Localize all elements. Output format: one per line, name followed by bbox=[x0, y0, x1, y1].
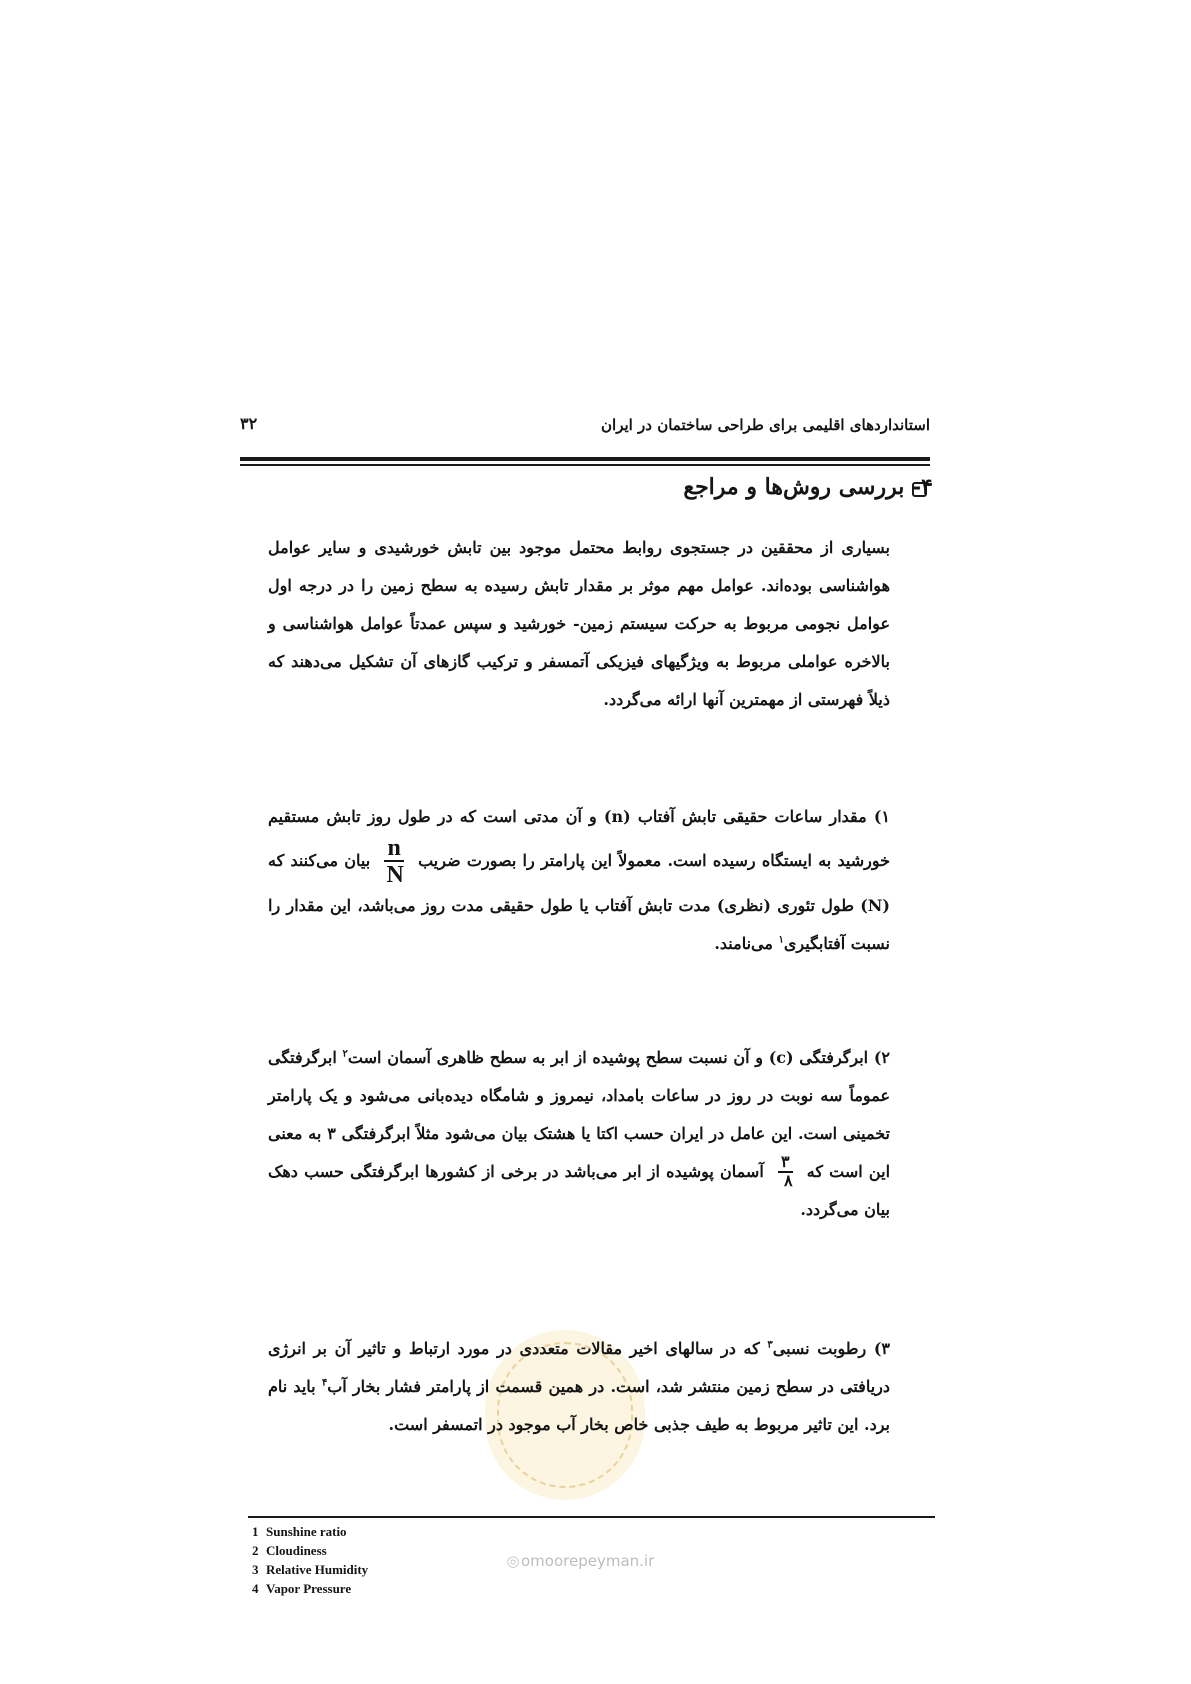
fraction-numerator: n bbox=[384, 836, 403, 862]
item-2-paragraph bbox=[268, 1039, 890, 1229]
footnote-ref-3: ۳ bbox=[767, 1339, 773, 1351]
footnote-ref-4: ۴ bbox=[321, 1377, 328, 1389]
item-1-text-a: ۱) مقدار ساعات حقیقی تابش آفتاب (n) و آن مدتی است که در طول روز تابش مستقیم خورشید به ایستگاه رسیده است. معمولاً این پارامتر را بصورت ضریب bbox=[268, 807, 890, 870]
item-3-text-a: ۳) رطوبت نسبی bbox=[772, 1339, 890, 1358]
section-heading: ۴- بررسی روش‌ها و مراجع bbox=[683, 474, 933, 500]
item-1-text-c: می‌نامند. bbox=[714, 934, 773, 953]
sunshine-ratio-fraction bbox=[384, 836, 403, 887]
item-2-text-b: ابرگرفتگی عموماً سه نوبت در روز در ساعات بامداد، نیمروز و شامگاه دیده‌بانی می‌شود و یک پارامتر تخمینی است. این عامل در ایران حسب اکتا یا هشتک بیان می‌شود مثلاً ابرگرفتگی ۳ به معنی این است که bbox=[268, 1048, 891, 1181]
book-title: استانداردهای اقلیمی برای طراحی ساختمان در ایران bbox=[601, 416, 930, 434]
footnote-item: 3 Relative Humidity bbox=[252, 1562, 369, 1577]
intro-paragraph: بسیاری از محققین در جستجوی روابط محتمل موجود بین تابش خورشیدی و سایر عوامل هواشناسی بوده‌اند. عوامل مهم موثر بر مقدار تابش رسیده به سطح زمین را در درجه اول عوامل نجومی مربوط به حرکت سیستم زمین- خورشید و سپس عمدتاً عوامل هواشناسی و بالاخره عواملی مربوط به ویژگیهای فیزیکی آتمسفر و ترکیب گازهای آن تشکیل می‌دهند که ذیلاً فهرستی از مهمترین آنها ارائه می‌گردد. bbox=[268, 538, 890, 709]
item-2-text-a: ۲) ابرگرفتگی (c) و آن نسبت سطح پوشیده از ابر به سطح ظاهری آسمان است bbox=[347, 1048, 891, 1067]
footnote-rule bbox=[248, 1516, 935, 1518]
running-header bbox=[240, 410, 930, 446]
okta-fraction bbox=[778, 1155, 793, 1190]
item-3-paragraph bbox=[268, 1330, 890, 1444]
header-rule-thick bbox=[240, 457, 930, 461]
item-2-text-c: آسمان پوشیده از ابر می‌باشد در برخی از کشورها ابرگرفتگی حسب دهک بیان می‌گردد. bbox=[268, 1162, 890, 1219]
footnote-item: 4 Vapor Pressure bbox=[252, 1581, 352, 1596]
footnotes bbox=[252, 1522, 368, 1598]
footnote-item: 2 Cloudiness bbox=[252, 1543, 327, 1558]
footnote-ref-2: ۲ bbox=[342, 1048, 348, 1060]
fraction-denominator: N bbox=[386, 862, 404, 888]
page-number: ۳۲ bbox=[240, 414, 258, 433]
item-1-paragraph bbox=[268, 798, 890, 963]
item-1-text-b: بیان می‌کنند که (N) طول تئوری (نظری) مدت تابش آفتاب یا طول حقیقی مدت روز می‌باشد، این مقدار را نسبت آفتابگیری bbox=[268, 851, 890, 953]
watermark-site bbox=[505, 1552, 654, 1570]
fraction-denominator: ۸ bbox=[784, 1173, 793, 1190]
fraction-numerator: ۳ bbox=[778, 1155, 793, 1173]
header-rule-thin bbox=[240, 464, 930, 466]
instagram-icon: ◎ bbox=[506, 1552, 520, 1570]
item-3-text-c: باید نام برد. این تاثیر مربوط به طیف جذبی خاص بخار آب موجود در اتمسفر است. bbox=[268, 1377, 890, 1434]
watermark-site-text: omoorepeyman.ir bbox=[521, 1552, 655, 1570]
footnote-ref-1: ۱ bbox=[778, 934, 784, 946]
item-3-text-b: که در سالهای اخیر مقالات متعددی در مورد ارتباط و تاثیر آن بر انرژی دریافتی در سطح زمین منتشر شد، است. در همین قسمت از پارامتر فشار بخار آب bbox=[268, 1339, 891, 1396]
footnote-item: 1 Sunshine ratio bbox=[252, 1524, 347, 1539]
